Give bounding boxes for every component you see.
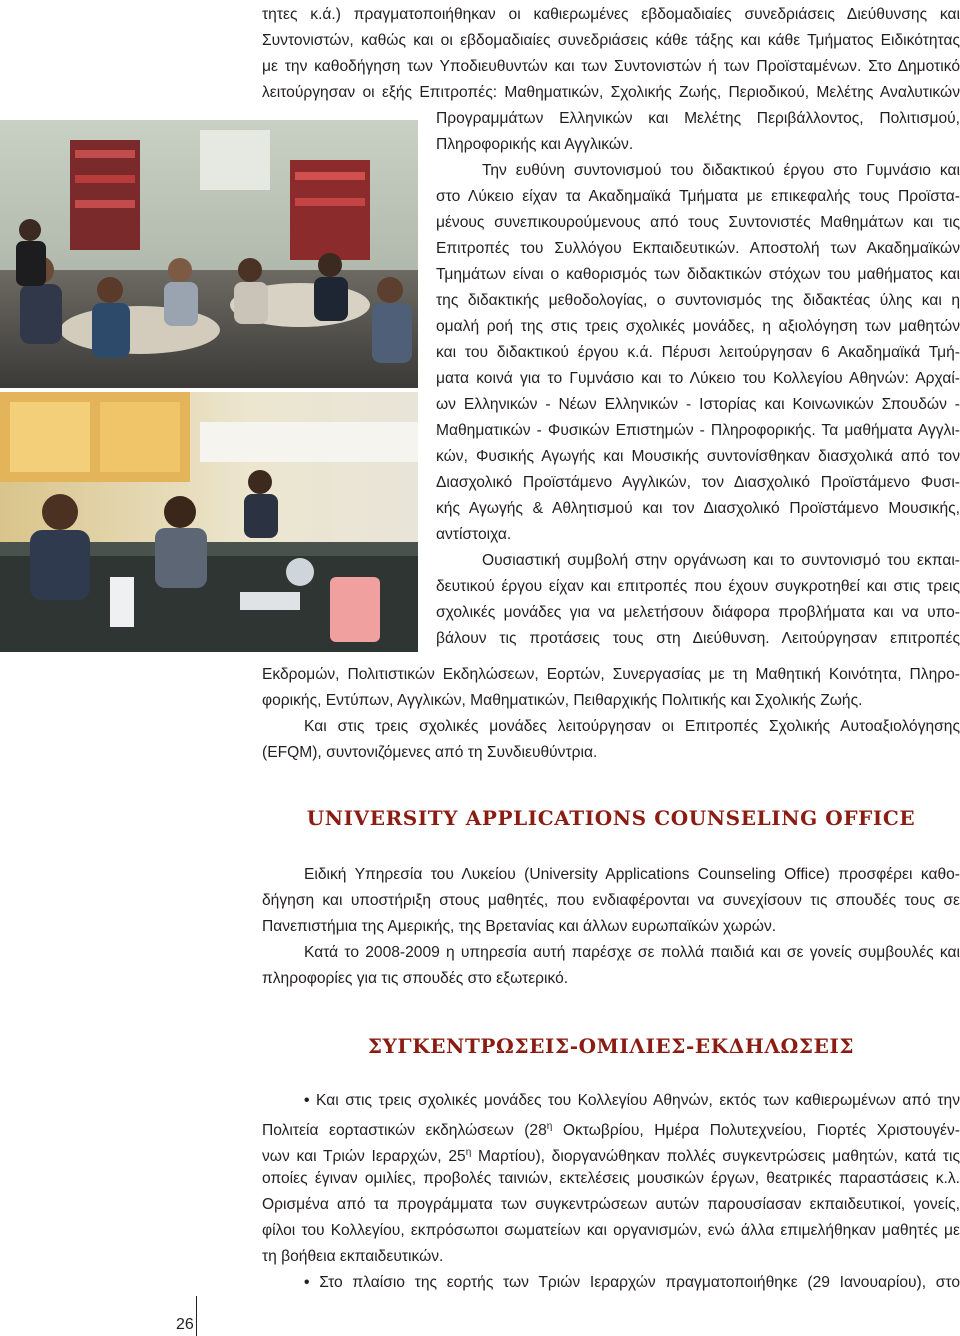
text-line: Συντονιστών, καθώς και οι εβδομαδιαίες συνεδριάσεις κάθε τάξης και κάθε Τμήματος Ειδικότητας: [262, 32, 960, 49]
text-line: τη βοήθεια εκπαιδευτικών.: [262, 1248, 444, 1265]
text-line: Και στις τρεις σχολικές μονάδες του Κολλεγίου Αθηνών, εκτός των καθιερωμένων από την: [316, 1092, 960, 1109]
text-line: Μαθηματικών - Φυσικών Επιστημών - Πληροφορικής. Τα μαθήματα Αγγλι-: [436, 422, 960, 439]
text-line: ων Ελληνικών - Νέων Ελληνικών - Ιστορίας και Κοινωνικών Σπουδών -: [436, 396, 960, 413]
text-segment: Πολιτεία εορταστικών εκδηλώσεων (28: [262, 1122, 547, 1140]
superscript: η: [546, 1121, 553, 1132]
text-line: και του διδακτικού έργου κ.ά. Πέρυσι λειτούργησαν 6 Ακαδημαϊκά Τμή-: [436, 344, 960, 361]
text-line: Πανεπιστήμια της Αμερικής, της Βρετανίας και άλλων ευρωπαϊκών χωρών.: [262, 918, 777, 935]
text-line: κών, Φυσικής Αγωγής και Μουσικής συντονίσθηκαν διασχολικά από τον: [436, 448, 960, 465]
text-line: Διασχολικό Προϊστάμενο Αγγλικών, τον Διασχολικό Προϊστάμενο Φυσι-: [436, 474, 960, 491]
text-line: [262, 1114, 960, 1140]
right-column-text: [436, 106, 960, 652]
classroom-photo-image: [0, 120, 418, 388]
full-width-paragraph: [262, 662, 960, 766]
text-line: Επιτροπές του Συλλόγου Εκπαιδευτικών. Αποστολή των Ακαδημαϊκών: [436, 240, 960, 257]
bullet-line: [262, 1270, 960, 1296]
text-line: Την ευθύνη συντονισμού του διδακτικού έργου στο Γυμνάσιο και: [482, 162, 960, 179]
lab-photo: [0, 392, 418, 652]
page-number: 26: [176, 1316, 194, 1333]
text-line: Ουσιαστική συμβολή στην οργάνωση και το συντονισμό του εκπαι-: [482, 552, 960, 569]
text-line: Πληροφορικής και Αγγλικών.: [436, 136, 634, 153]
text-line: Προγραμμάτων Ελληνικών και Μελέτης Περιβάλλοντος, Πολιτισμού,: [436, 110, 960, 127]
text-line: της διδακτικής μεθοδολογίας, ο συντονισμός της διδακτέας ύλης και η: [436, 292, 960, 309]
text-line: μένους συνεπικουρούμενους από τους Συντονιστές Μαθημάτων και τις: [436, 214, 960, 231]
text-line: (EFQM), συντονιζόμενες από τη Συνδιευθύντρια.: [262, 744, 598, 761]
lab-photo-image: [0, 392, 418, 652]
text-line: με την καθοδήγηση των Υποδιευθυντών και των Συντονιστών ή των Προϊσταμένων. Στο Δημοτικό: [262, 58, 960, 75]
text-line: πληροφορίες για τις σπουδές στο εξωτερικό.: [262, 970, 569, 987]
text-line: [262, 1140, 960, 1166]
top-paragraph: [262, 2, 960, 106]
text-line: βάλουν τις προτάσεις τους στη Διεύθυνση. Λειτούργησαν επιτροπές: [436, 630, 960, 647]
text-line: Στο πλαίσιο της εορτής των Τριών Ιεραρχών πραγματοποιήθηκε (29 Ιανουαρίου), στο: [319, 1274, 960, 1291]
text-line: ματα κοινά για το Γυμνάσιο και το Λύκειο του Κολλεγίου Αθηνών: Αρχαί-: [436, 370, 960, 387]
superscript: η: [465, 1147, 472, 1158]
bullet-icon: •: [304, 1092, 310, 1109]
text-line: αντίστοιχα.: [436, 526, 512, 543]
bullet-icon: •: [304, 1274, 310, 1291]
text-line: σχολικές μονάδες για να μελετήσουν διάφορα προβλήματα και να υπο-: [436, 604, 960, 621]
text-line: Τμημάτων είναι ο καθορισμός των διδακτικών στόχων του μαθήματος και: [436, 266, 960, 283]
text-line: στο Λύκειο είχαν τα Ακαδημαϊκά Τμήματα με επικεφαλής τους Προϊστα-: [436, 188, 960, 205]
bullet-line: [262, 1088, 960, 1114]
text-segment: Οκτωβρίου, Ημέρα Πολυτεχνείου, Γιορτές Χριστουγέν-: [552, 1122, 960, 1140]
text-line: Και στις τρεις σχολικές μονάδες λειτούργησαν οι Επιτροπές Σχολικής Αυτοαξιολόγησης: [304, 718, 960, 735]
section-title-university: UNIVERSITY APPLICATIONS COUNSELING OFFICE: [306, 806, 916, 830]
text-line: Ειδική Υπηρεσία του Λυκείου (University Applications Counseling Office) προσφέρει καθο-: [304, 866, 960, 883]
text-line: φορικής, Εντύπων, Αγγλικών, Μαθηματικών, Πειθαρχικής Πολιτικής και Σχολικής Ζωής.: [262, 692, 863, 709]
university-paragraph: [262, 862, 960, 992]
text-line: Κατά το 2008-2009 η υπηρεσία αυτή παρέσχε σε πολλά παιδιά και σε γονείς συμβουλές και: [304, 944, 960, 961]
text-line: ομαλή ροή της στις τρεις σχολικές μονάδες, η αξιολόγηση των μαθητών: [436, 318, 960, 335]
text-segment: Μαρτίου), διοργανώθηκαν πολλές συγκεντρώσεις μαθητών, κατά τις: [471, 1148, 960, 1166]
classroom-photo: [0, 120, 418, 388]
events-paragraph: [262, 1088, 960, 1296]
page-number-divider: [196, 1296, 197, 1336]
text-line: οποίες έγιναν ομιλίες, προβολές ταινιών, εκτελέσεις μουσικών έργων, θεατρικές παραστάσεις κ.λ.: [262, 1170, 960, 1187]
text-line: Εκδρομών, Πολιτιστικών Εκδηλώσεων, Εορτών, Συνεργασίας με τη Μαθητική Κοινότητα, Πληρο-: [262, 666, 960, 683]
text-line: τητες κ.ά.) πραγματοποιήθηκαν οι καθιερωμένες εβδομαδιαίες συνεδριάσεις Διεύθυνσης και: [262, 6, 960, 23]
text-line: δήγηση και υποστήριξη στους μαθητές, που ενδιαφέρονται να συνεχίσουν τις σπουδές τους σε: [262, 892, 960, 909]
text-segment: νων και Τριών Ιεραρχών, 25: [262, 1148, 466, 1166]
text-line: δευτικού έργου είχαν και επιτροπές που έχουν συγκροτηθεί και στις τρεις: [436, 578, 960, 595]
section-title-events: ΣΥΓΚΕΝΤΡΩΣΕΙΣ-ΟΜΙΛΙΕΣ-ΕΚΔΗΛΩΣΕΙΣ: [367, 1034, 855, 1058]
text-line: φίλοι του Κολλεγίου, εκπρόσωποι σωματείων και οργανισμών, ενώ άλλα επιμελήθηκαν μαθητές με: [262, 1222, 960, 1239]
text-line: Ορισμένα από τα προγράμματα των συγκεντρώσεων αυτών παρουσίασαν εκπαιδευτικοί, γονείς,: [262, 1196, 960, 1213]
text-line: λειτούργησαν οι εξής Επιτροπές: Μαθηματικών, Σχολικής Ζωής, Περιοδικού, Μελέτης Αναλυτικών: [262, 84, 960, 101]
text-line: κής Αγωγής & Αθλητισμού και τον Διασχολικό Προϊστάμενο Μουσικής,: [436, 500, 960, 517]
